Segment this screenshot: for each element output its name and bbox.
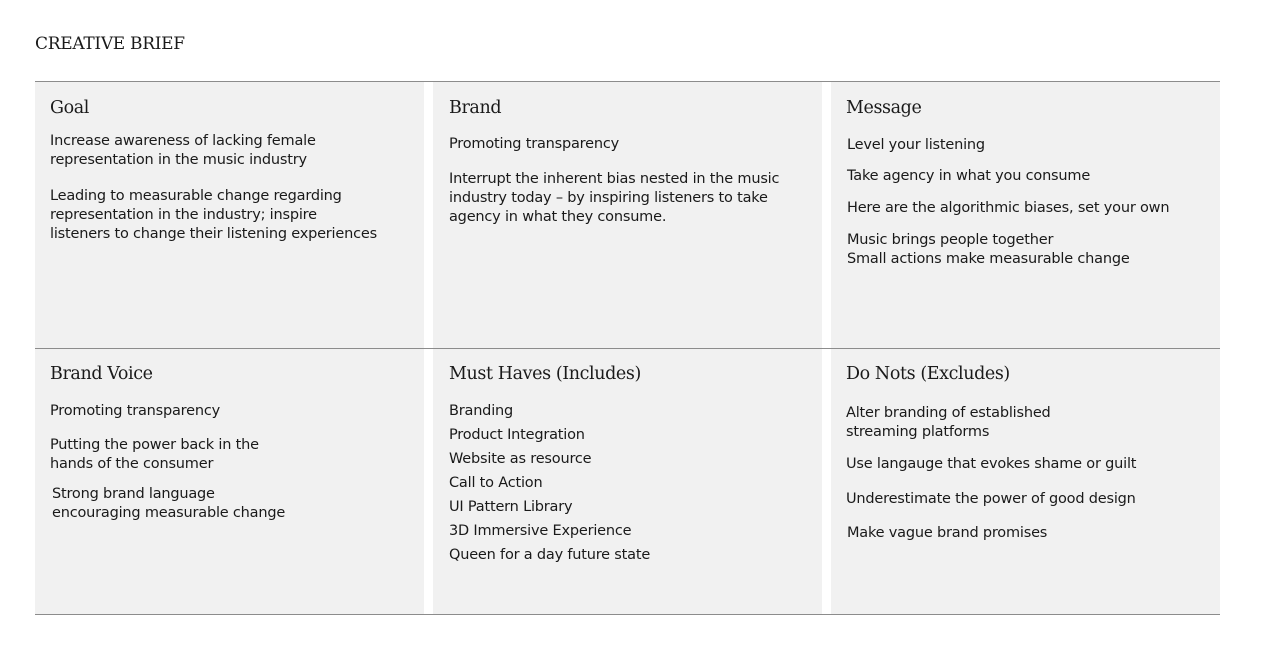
- brand-voice-heading: Brand Voice: [50, 364, 153, 384]
- must-haves-item: Website as resource: [449, 451, 592, 467]
- brand-text-1: Promoting transparency: [449, 136, 619, 152]
- brand-voice-text-3-line-1: Strong brand language: [52, 486, 215, 502]
- message-item: Take agency in what you consume: [847, 168, 1091, 184]
- do-nots-item-line-1: Alter branding of established: [846, 405, 1051, 421]
- message-item: Here are the algorithmic biases, set your own: [847, 200, 1170, 216]
- message-item: Level your listening: [847, 137, 985, 153]
- brand-voice-text-1: Promoting transparency: [50, 403, 220, 419]
- goal-heading: Goal: [50, 98, 89, 118]
- do-nots-item: Use langauge that evokes shame or guilt: [846, 456, 1137, 472]
- divider-top: [35, 81, 1220, 82]
- page-title: CREATIVE BRIEF: [35, 34, 185, 54]
- message-item: Music brings people together: [847, 232, 1054, 248]
- do-nots-item-line-2: streaming platforms: [846, 424, 990, 440]
- must-haves-item: Call to Action: [449, 475, 543, 491]
- goal-text-2-line-3: listeners to change their listening experiences: [50, 226, 377, 242]
- do-nots-item: Underestimate the power of good design: [846, 491, 1136, 507]
- must-haves-item: Product Integration: [449, 427, 585, 443]
- must-haves-item: Branding: [449, 403, 514, 419]
- brand-voice-text-2-line-2: hands of the consumer: [50, 456, 214, 472]
- do-nots-heading: Do Nots (Excludes): [846, 364, 1010, 384]
- message-heading: Message: [846, 98, 922, 118]
- brand-text-2-line-2: industry today – by inspiring listeners to take: [449, 190, 768, 206]
- brand-voice-text-3-line-2: encouraging measurable change: [52, 505, 286, 521]
- brand-heading: Brand: [449, 98, 502, 118]
- divider-middle: [35, 348, 1220, 349]
- must-haves-item: Queen for a day future state: [449, 547, 651, 563]
- must-haves-heading: Must Haves (Includes): [449, 364, 641, 384]
- must-haves-item: 3D Immersive Experience: [449, 523, 632, 539]
- must-haves-item: UI Pattern Library: [449, 499, 573, 515]
- divider-bottom: [35, 614, 1220, 615]
- brand-voice-panel: [35, 349, 424, 614]
- brand-text-2-line-3: agency in what they consume.: [449, 209, 667, 225]
- goal-text-2-line-2: representation in the industry; inspire: [50, 207, 317, 223]
- goal-text-1-line-1: Increase awareness of lacking female: [50, 133, 316, 149]
- do-nots-item: Make vague brand promises: [847, 525, 1048, 541]
- message-item: Small actions make measurable change: [847, 251, 1130, 267]
- goal-text-1-line-2: representation in the music industry: [50, 152, 307, 168]
- brand-text-2-line-1: Interrupt the inherent bias nested in the music: [449, 171, 780, 187]
- brand-voice-text-2-line-1: Putting the power back in the: [50, 437, 259, 453]
- do-nots-panel: [831, 349, 1220, 614]
- goal-text-2-line-1: Leading to measurable change regarding: [50, 188, 342, 204]
